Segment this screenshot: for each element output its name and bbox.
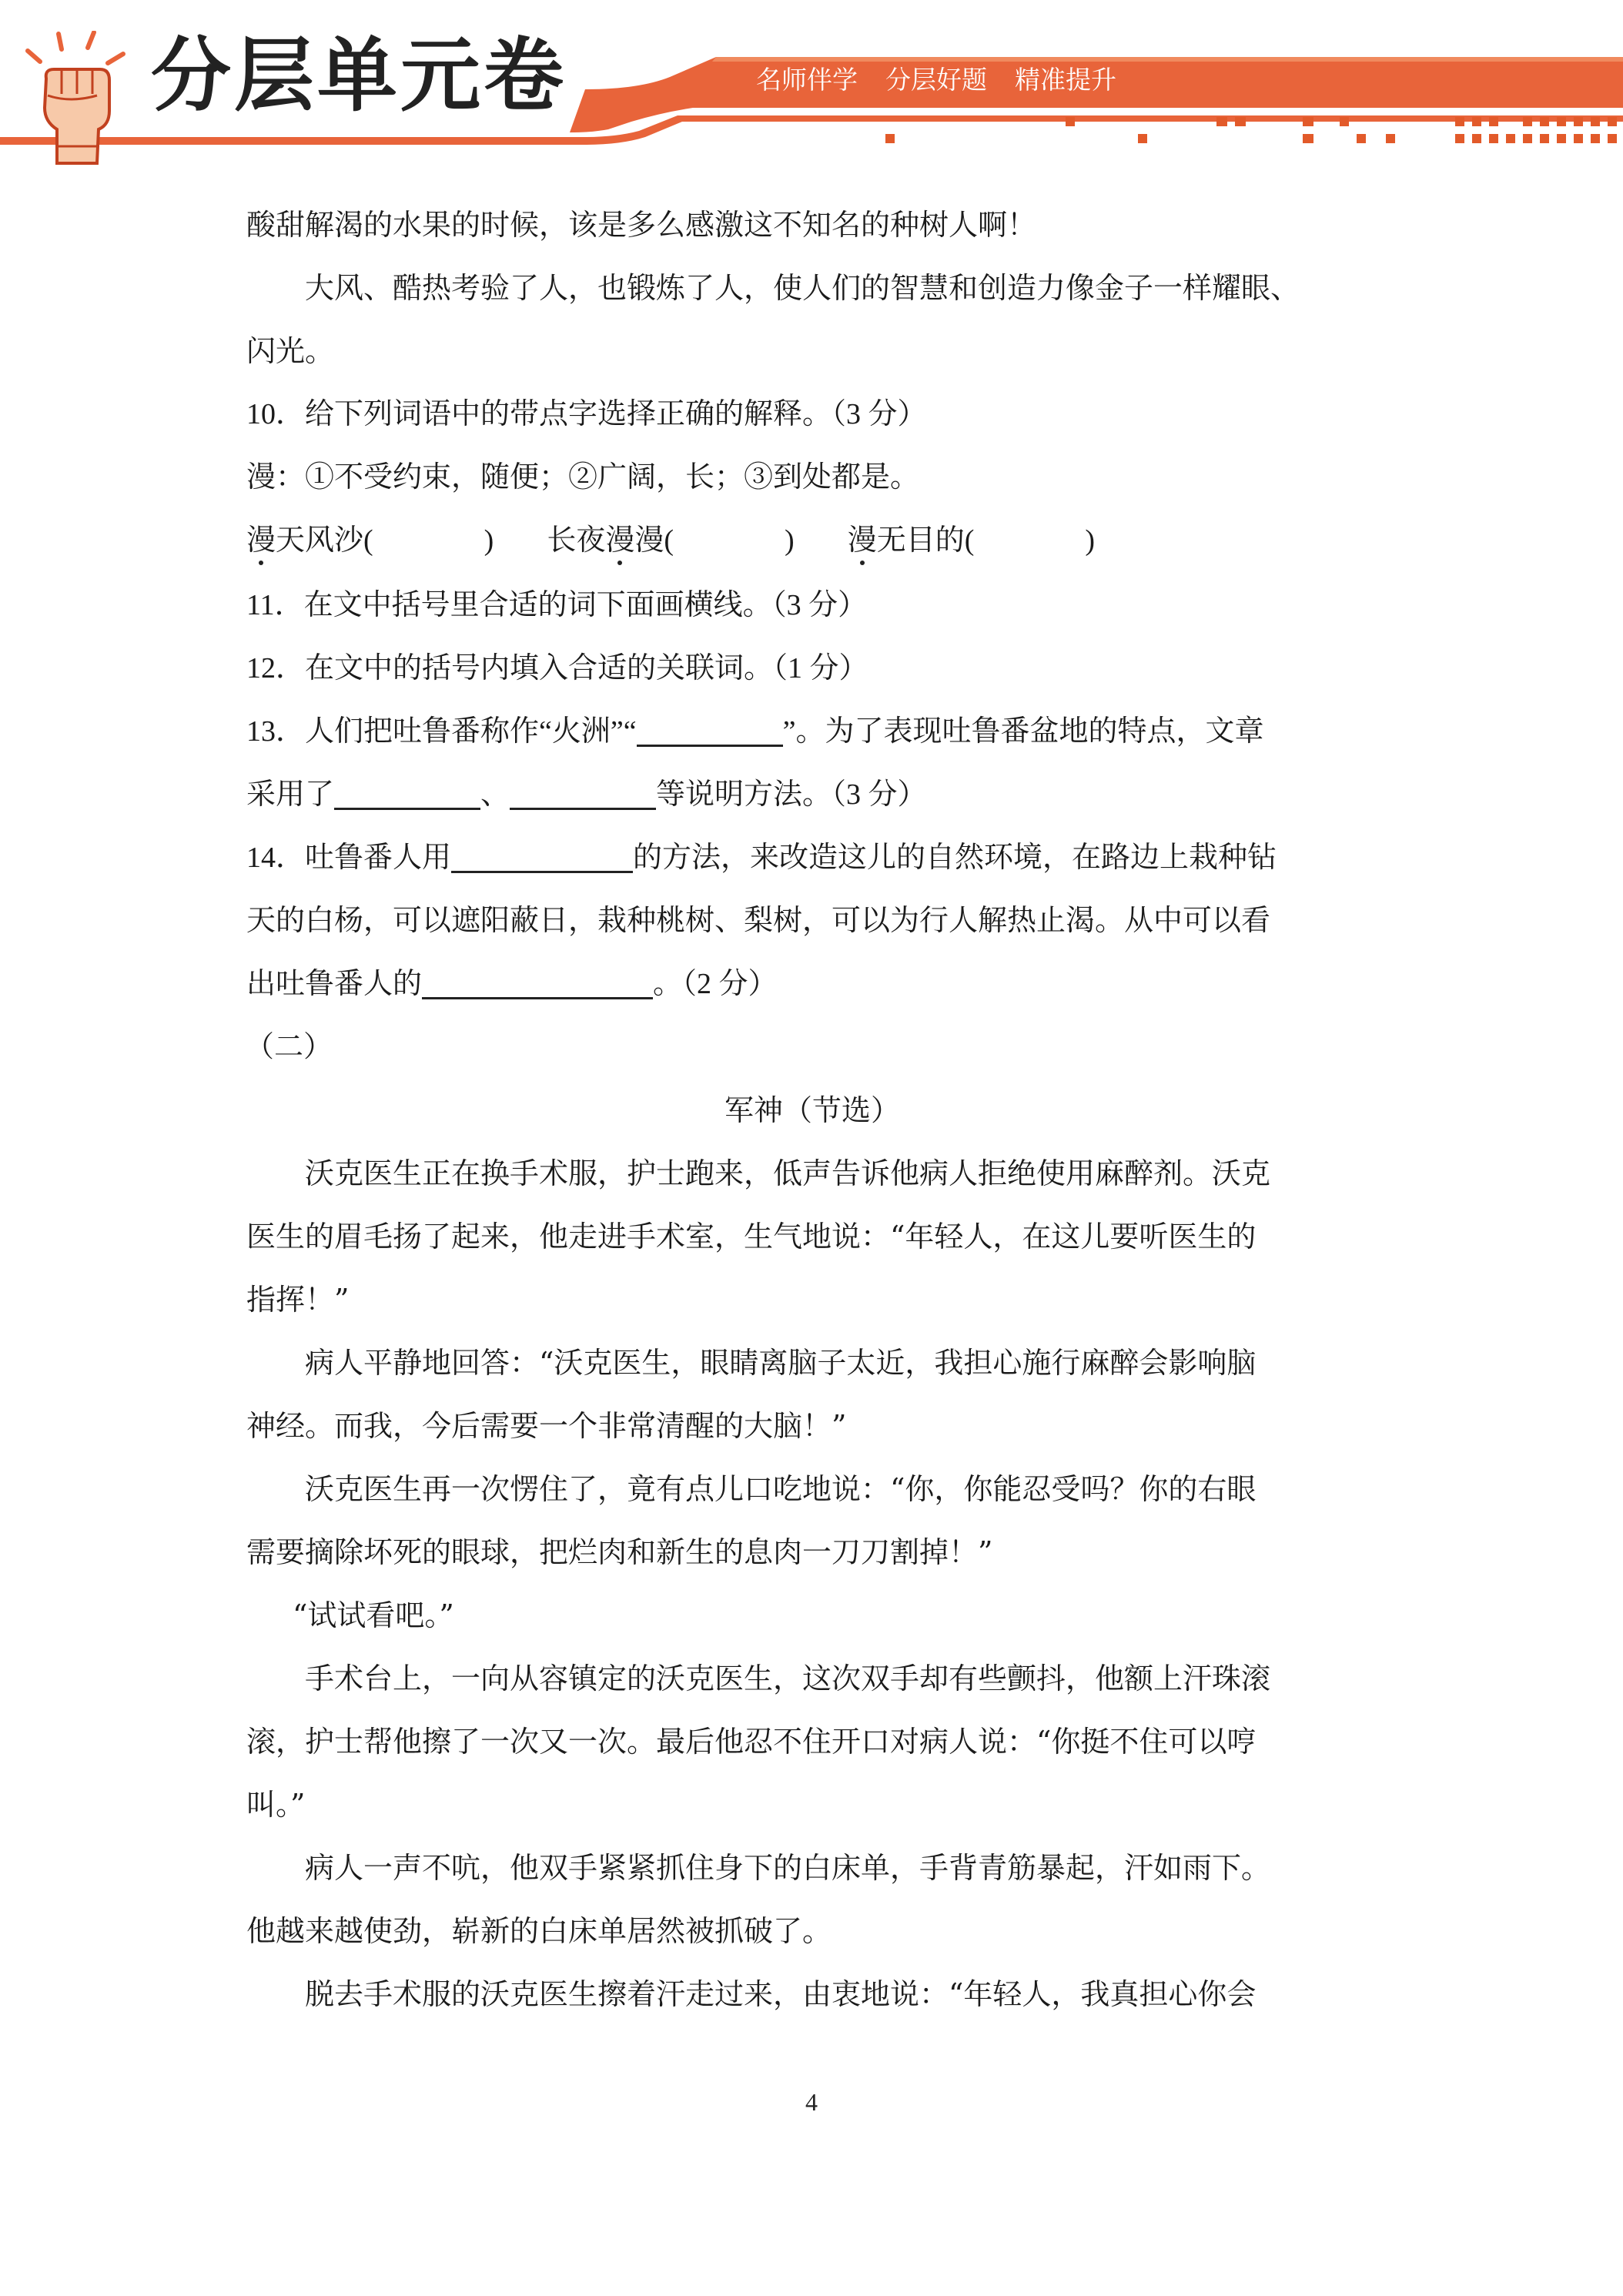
passage-line: 他越来越使劲，崭新的白床单居然被抓破了。 [246, 1914, 832, 1948]
question-12: 12．在文中的括号内填入合适的关联词。（1 分） [246, 652, 868, 684]
passage-line: 需要摘除坏死的眼球，把烂肉和新生的息肉一刀刀割掉！” [246, 1535, 993, 1569]
passage-line: 病人平静地回答：“沃克医生，眼睛离脑子太近，我担心施行麻醉会影响脑 [305, 1346, 1257, 1380]
word-1: 漫天风沙( [246, 524, 373, 557]
passage-line: 沃克医生正在换手术服，护士跑来，低声告诉他病人拒绝使用麻醉剂。沃克 [305, 1156, 1271, 1190]
passage-line: 沃克医生再一次愣住了，竟有点儿口吃地说：“你，你能忍受吗？你的右眼 [305, 1472, 1257, 1506]
passage-line: 脱去手术服的沃克医生擦着汗走过来，由衷地说：“年轻人，我真担心你会 [305, 1977, 1257, 2011]
question-13-cont: 采用了 、 等说明方法。（3 分） [246, 778, 927, 811]
dotted-char: 漫 [246, 517, 276, 564]
passage-line: 大风、酷热考验了人，也锻炼了人，使人们的智慧和创造力像金子一样耀眼、 [305, 271, 1300, 305]
answer-blank[interactable] [334, 777, 480, 810]
page-number: 4 [805, 2088, 818, 2116]
question-14-cont: 天的白杨，可以遮阳蔽日，栽种桃树、梨树，可以为行人解热止渴。从中可以看 [246, 905, 1271, 937]
question-10-words: 漫天风沙( ) 长夜漫漫( ) 漫无目的( ) [246, 517, 1095, 564]
question-11: 11．在文中括号里合适的词下面画横线。（3 分） [246, 589, 868, 621]
answer-blank[interactable] [510, 777, 656, 810]
section-heading: （二） [245, 1031, 333, 1063]
answer-blank[interactable] [422, 966, 653, 999]
question-14: 14．吐鲁番人用 的方法，来改造这儿的自然环境，在路边上栽种钻 [246, 842, 1277, 874]
slogan-item: 名师伴学 [756, 65, 858, 95]
fist-icon [17, 31, 132, 169]
question-10-definition: 漫：①不受约束，随便；②广阔，长；③到处都是。 [246, 461, 920, 494]
word-2: 长夜漫漫( [547, 524, 674, 557]
slogan-item: 精准提升 [1015, 65, 1116, 95]
brand-title: 分层单元卷 [151, 28, 567, 122]
passage-line: 酸甜解渴的水果的时候，该是多么感激这不知名的种树人啊！ [246, 208, 1037, 242]
word-3: 漫无目的( [848, 524, 975, 557]
question-14-cont: 出吐鲁番人的 。（2 分） [246, 968, 778, 1000]
question-10: 10．给下列词语中的带点字选择正确的解释。（3 分） [246, 398, 927, 430]
question-13: 13．人们把吐鲁番称作“火洲”“ ”。为了表现吐鲁番盆地的特点，文章 [246, 715, 1264, 748]
passage-line: 滚，护士帮他擦了一次又一次。最后他忍不住开口对病人说：“你挺不住可以哼 [246, 1725, 1257, 1759]
slogan-item: 分层好题 [885, 65, 987, 95]
passage-line: 叫。” [246, 1788, 306, 1822]
answer-blank[interactable] [637, 714, 783, 747]
passage-line: 手术台上，一向从容镇定的沃克医生，这次双手却有些颤抖，他额上汗珠滚 [305, 1662, 1271, 1695]
header-slogan [756, 60, 1116, 96]
passage-line: 医生的眉毛扬了起来，他走进手术室，生气地说：“年轻人，在这儿要听医生的 [246, 1220, 1257, 1253]
passage-line: 病人一声不吭，他双手紧紧抓住身下的白床单，手背青筋暴起，汗如雨下。 [305, 1851, 1271, 1885]
passage-title: 军神（节选） [724, 1093, 900, 1127]
dotted-char: 漫 [605, 517, 634, 564]
passage-line: 指挥！” [246, 1283, 350, 1317]
passage-line: 神经。而我，今后需要一个非常清醒的大脑！” [246, 1409, 847, 1443]
dotted-char: 漫 [848, 517, 877, 564]
answer-blank[interactable] [451, 840, 633, 873]
passage-line: 闪光。 [246, 334, 335, 368]
page-header [0, 0, 1623, 185]
passage-line: “试试看吧。” [293, 1598, 454, 1632]
